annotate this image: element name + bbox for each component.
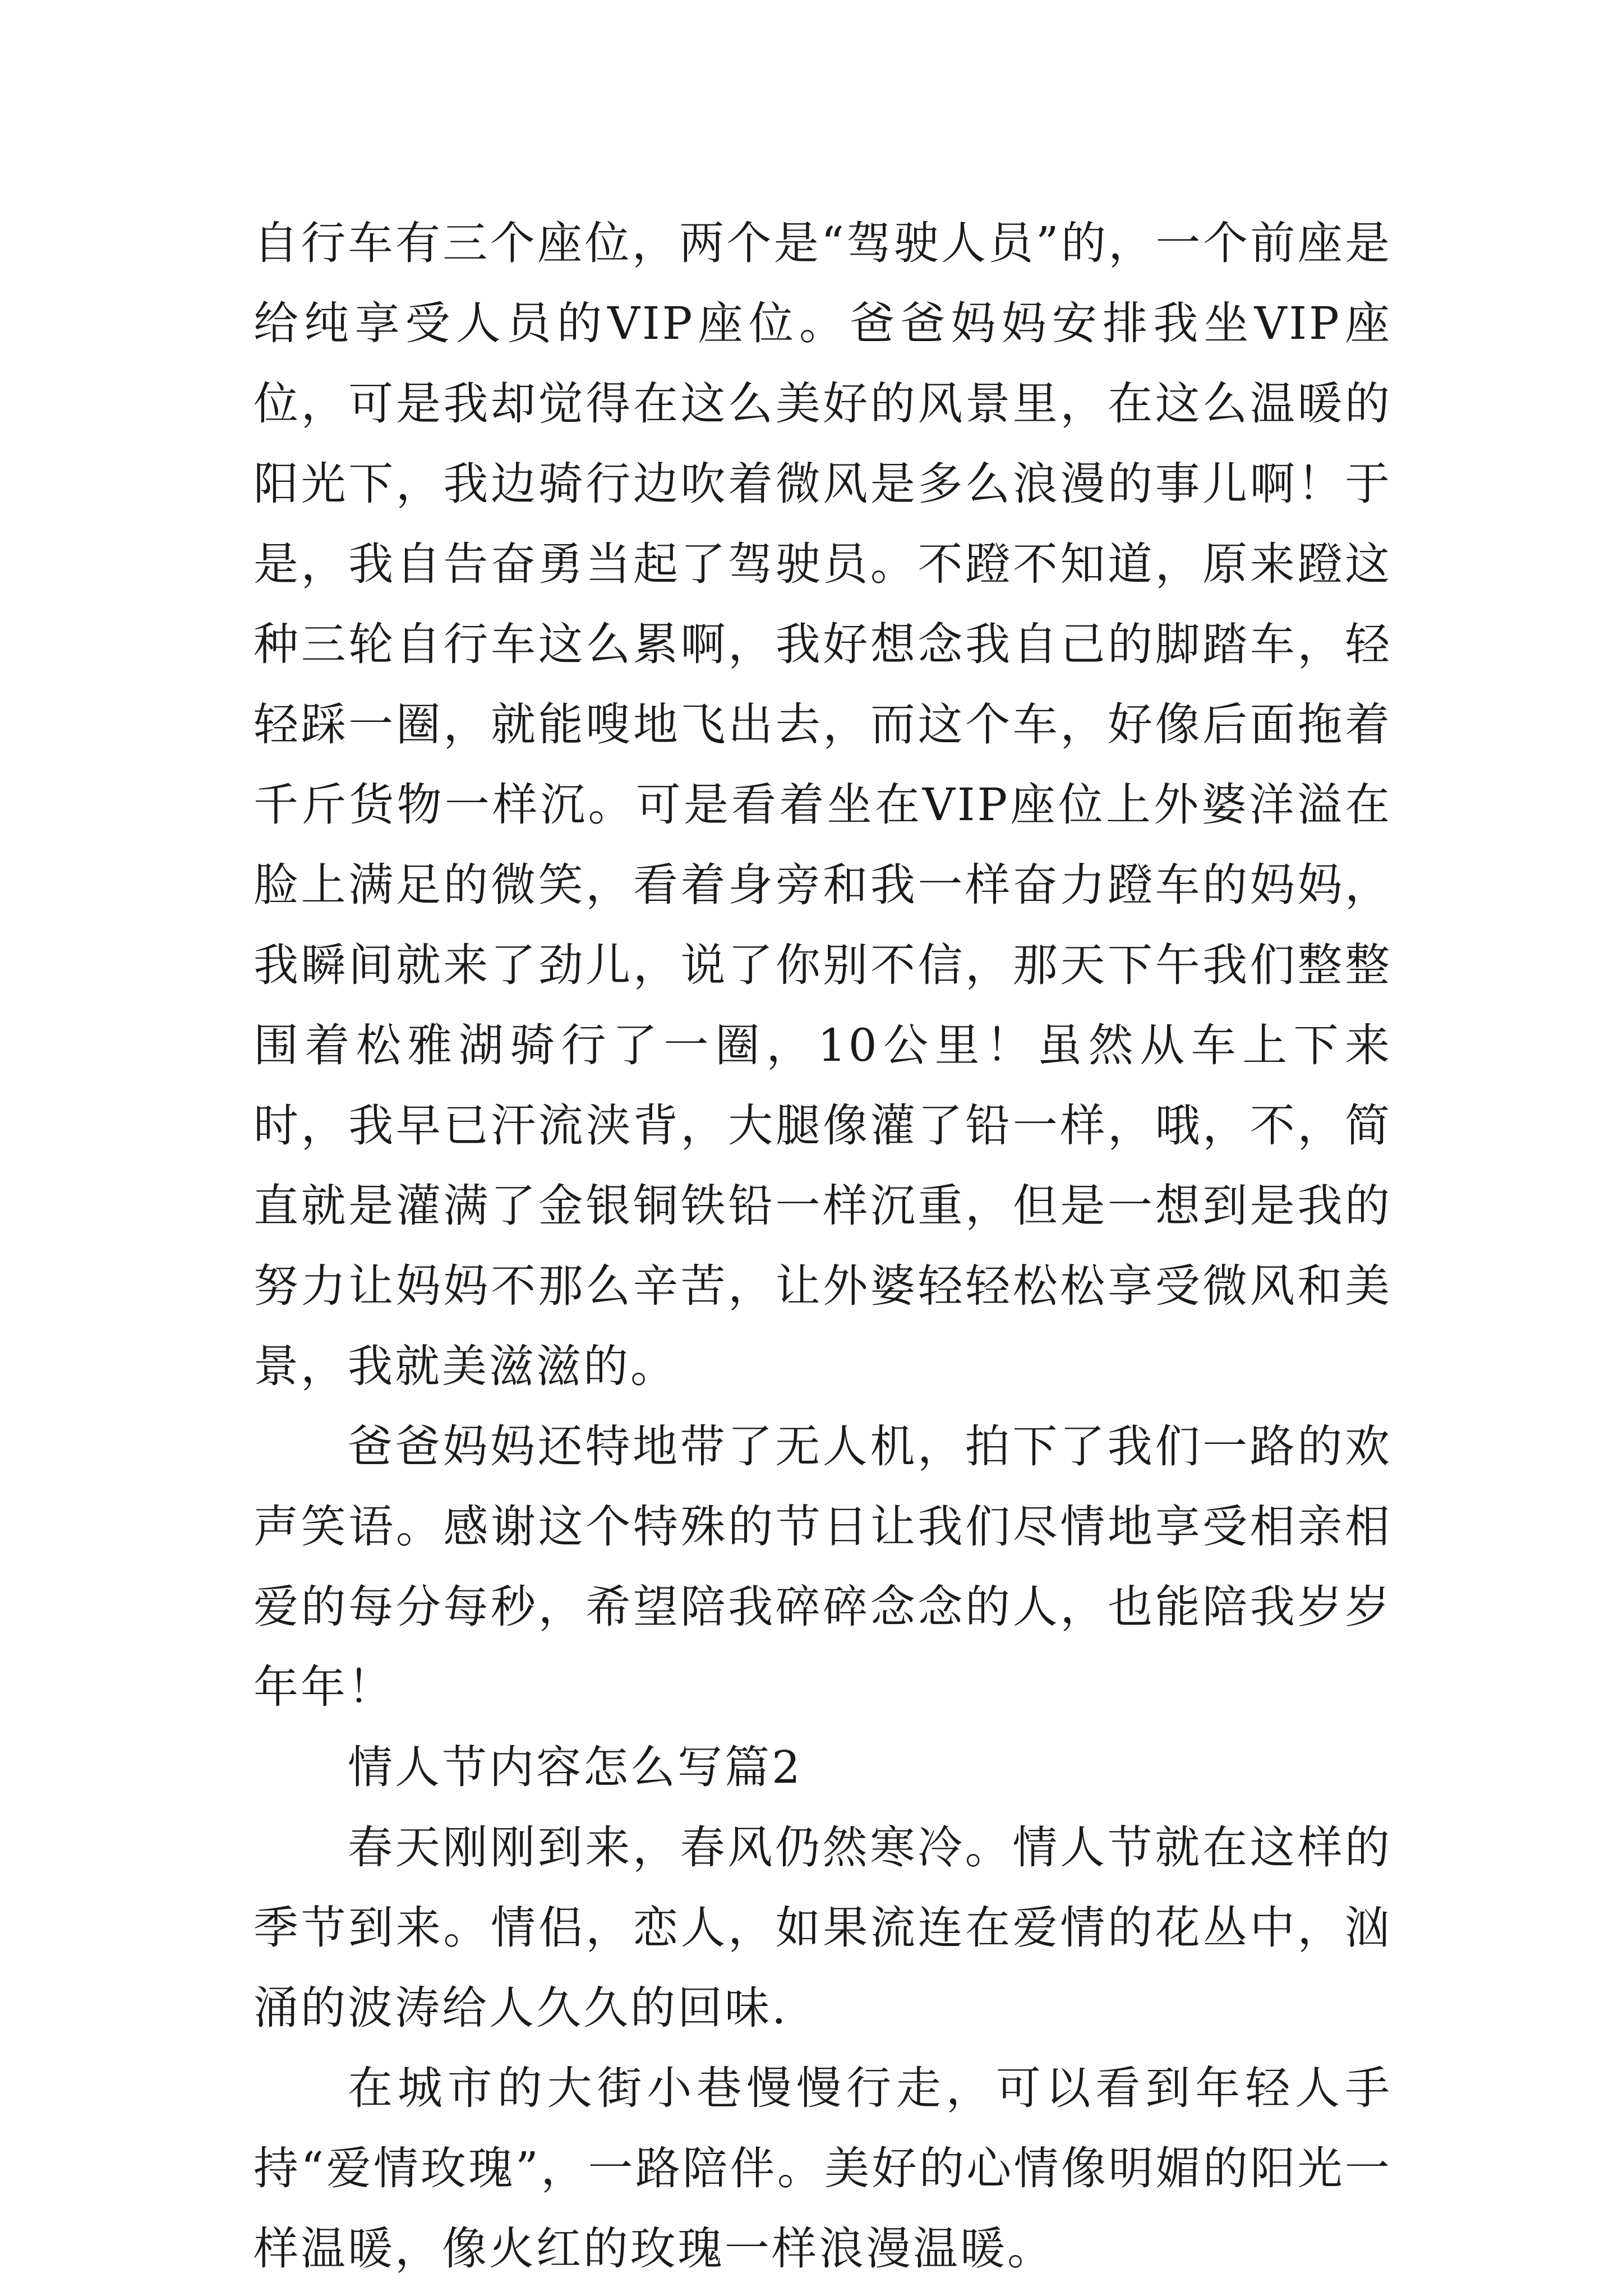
document-body [253,203,1392,2289]
paragraph-2: 爸爸妈妈还特地带了无人机，拍下了我们一路的欢声笑语。感谢这个特殊的节日让我们尽情地享受相亲相爱的每分每秒，希望陪我碎碎念念的人，也能陪我岁岁年年！ [253,1420,1392,1713]
paragraph-3: 春天刚刚到来，春风仍然寒冷。情人节就在这样的季节到来。情侣，恋人，如果流连在爱情的花丛中，汹涌的波涛给人久久的回味. [253,1821,1392,2034]
paragraph-4: 在城市的大街小巷慢慢行走，可以看到年轻人手持“爱情玫瑰”，一路陪伴。美好的心情像明媚的阳光一样温暖，像火红的玫瑰一样浪漫温暖。 [253,2062,1392,2275]
paragraph-1: 自行车有三个座位，两个是“驾驶人员”的，一个前座是给纯享受人员的VIP座位。爸爸妈妈安排我坐VIP座位，可是我却觉得在这么美好的风景里，在这么温暖的阳光下，我边骑行边吹着微风是多么浪漫的事儿啊！于是，我自告奋勇当起了驾驶员。不蹬不知道，原来蹬这种三轮自行车这么累啊，我好想念我自己的脚踏车，轻轻踩一圈，就能嗖地飞出去，而这个车，好像后面拖着千斤货物一样沉。可是看着坐在VIP座位上外婆洋溢在脸上满足的微笑，看着身旁和我一样奋力蹬车的妈妈，我瞬间就来了劲儿，说了你别不信，那天下午我们整整围着松雅湖骑行了一圈，10公里！虽然从车上下来时，我早已汗流浃背，大腿像灌了铅一样，哦，不，简直就是灌满了金银铜铁铅一样沉重，但是一想到是我的努力让妈妈不那么辛苦，让外婆轻轻松松享受微风和美景，我就美滋滋的。 [253,217,1392,1392]
section-heading: 情人节内容怎么写篇2 [348,1741,803,1793]
